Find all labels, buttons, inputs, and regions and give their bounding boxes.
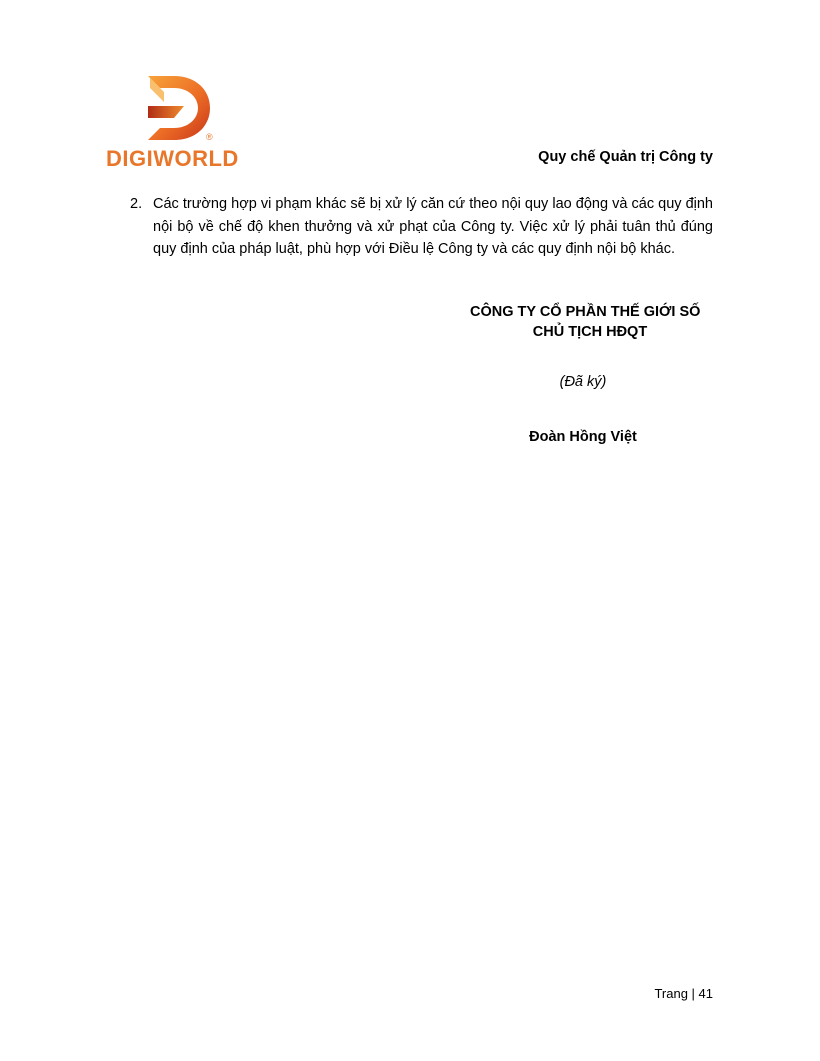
company-name: CÔNG TY CỔ PHẦN THẾ GIỚI SỐ: [470, 304, 701, 320]
clause-2: [130, 193, 713, 261]
signature-block: [470, 302, 714, 342]
page-number: Trang | 41: [654, 986, 713, 1001]
signer-name: Đoàn Hồng Việt: [529, 429, 637, 445]
clause-text: Các trường hợp vi phạm khác sẽ bị xử lý căn cứ theo nội quy lao động và các quy định nội bộ về chế độ khen thưởng và xử phạt của Công ty. Việc xử lý phải tuân thủ đúng quy định của pháp luật, phù hợp với Điều lệ Công ty và các quy định nội bộ khác.: [153, 196, 713, 257]
company-logo: [106, 72, 246, 172]
clause-number: 2.: [130, 196, 143, 212]
signer-role: CHỦ TỊCH HĐQT: [532, 324, 648, 340]
document-title: Quy chế Quản trị Công ty: [538, 149, 713, 165]
logo-wordmark: DIGIWORLD: [106, 146, 239, 171]
digiworld-logo-mark-icon: [144, 72, 214, 142]
registered-mark: ®: [206, 132, 213, 142]
signed-note: (Đã ký): [559, 374, 607, 390]
